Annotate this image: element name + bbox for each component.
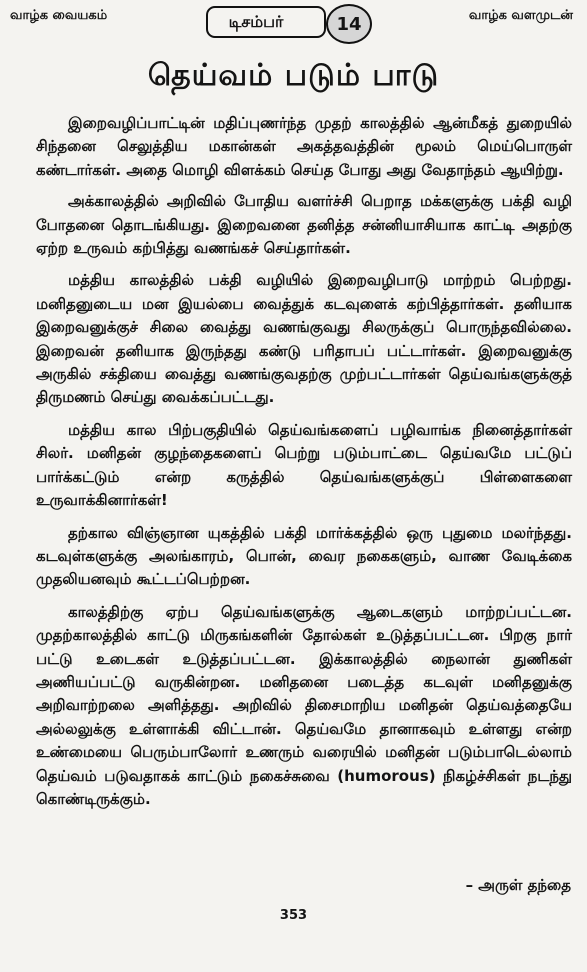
page-number: 353 bbox=[279, 908, 308, 923]
article-body bbox=[36, 112, 572, 820]
header-right-text: வாழ்க வளமுடன் bbox=[468, 8, 573, 23]
paragraph-2: அக்காலத்தில் அறிவில் போதிய வளர்ச்சி பெறாத மக்களுக்கு பக்தி வழி போதனை தொடங்கியது. இறைவனை தனித்த சன்னியாசியாக காட்டி அதற்கு ஏற்ற உருவம் கற்பித்து வணங்கச் செய்தார்கள். bbox=[36, 192, 572, 258]
day-number: 14 bbox=[336, 13, 362, 35]
author-signature: – அருள் தந்தை bbox=[465, 876, 571, 894]
page-title: தெய்வம் படும் பாடு bbox=[147, 58, 440, 93]
paragraph-3: மத்திய காலத்தில் பக்தி வழியில் இறைவழிபாடு மாற்றம் பெற்றது. மனிதனுடைய மன இயல்பை வைத்துக் கடவுளைக் கற்பித்தார்கள். தனியாக இறைவனுக்குச் சிலை வைத்து வணங்குவது சிலருக்குப் பொருந்தவில்லை. இறைவன் தனியாக இருந்தது கண்டு பரிதாபப் பட்டார்கள். இறைவனுக்கு அருகில் சக்தியை வைத்து வணங்குவதற்கு முற்பட்டார்கள் தெய்வங்களுக்குத் திருமணம் செய்து வைக்கப்பட்டது. bbox=[36, 271, 572, 407]
paragraph-6: காலத்திற்கு ஏற்ப தெய்வங்களுக்கு ஆடைகளும் மாற்றப்பட்டன. முதற்காலத்தில் காட்டு மிருகங்களின் தோல்கள் உடுத்தப்பட்டன. பிறகு நார் பட்டு உடைகள் உடுத்தப்பட்டன. இக்காலத்தில் நைலான் துணிகள் அணியப்பட்டு வருகின்றன. மனிதனை படைத்த கடவுள் மனிதனுக்கு அறிவாற்றலை அளித்தது. அறிவில் திசைமாறிய மனிதன் தெய்வத்தையே அல்லலுக்கு உள்ளாக்கி விட்டான். தெய்வமே தானாகவும் உள்ளது என்ற உண்மையை பெரும்பாலோர் உணரும் வரையில் மனிதன் படும்பாடெல்லாம் தெய்வம் படுவதாகக் காட்டும் நகைச்சுவை (humorous) நிகழ்ச்சிகள் நடந்து கொண்டிருக்கும். bbox=[36, 602, 572, 808]
month-label: டிசம்பர் bbox=[228, 11, 284, 31]
day-number-circle bbox=[326, 4, 372, 44]
page-header bbox=[0, 0, 587, 52]
paragraph-1: இறைவழிப்பாட்டின் மதிப்புணர்ந்த முதற் காலத்தில் ஆன்மீகத் துறையில் சிந்தனை செலுத்திய மகான்கள் அகத்தவத்தின் மூலம் மெய்பொருள் கண்டார்கள். அதை மொழி விளக்கம் செய்த போது அது வேதாந்தம் ஆயிற்று. bbox=[36, 114, 572, 179]
month-label-box bbox=[206, 6, 326, 38]
header-left-text: வாழ்க வையகம் bbox=[10, 8, 108, 23]
paragraph-4: மத்திய கால பிற்பகுதியில் தெய்வங்களைப் பழிவாங்க நினைத்தார்கள் சிலர். மனிதன் குழந்தைகளைப் பெற்று படும்பாட்டை தெய்வமே பட்டுப் பார்க்கட்டும் என்ற கருத்தில் தெய்வங்களுக்குப் பிள்ளைகளை உருவாக்கினார்கள்! bbox=[36, 420, 572, 510]
paragraph-5: தற்கால விஞ்ஞான யுகத்தில் பக்தி மார்க்கத்தில் ஒரு புதுமை மலர்ந்தது. கடவுள்களுக்கு அலங்காரம், பொன், வைர நகைகளும், வாண வேடிக்கை முதலியனவும் கூட்டப்பெற்றன. bbox=[36, 523, 572, 589]
